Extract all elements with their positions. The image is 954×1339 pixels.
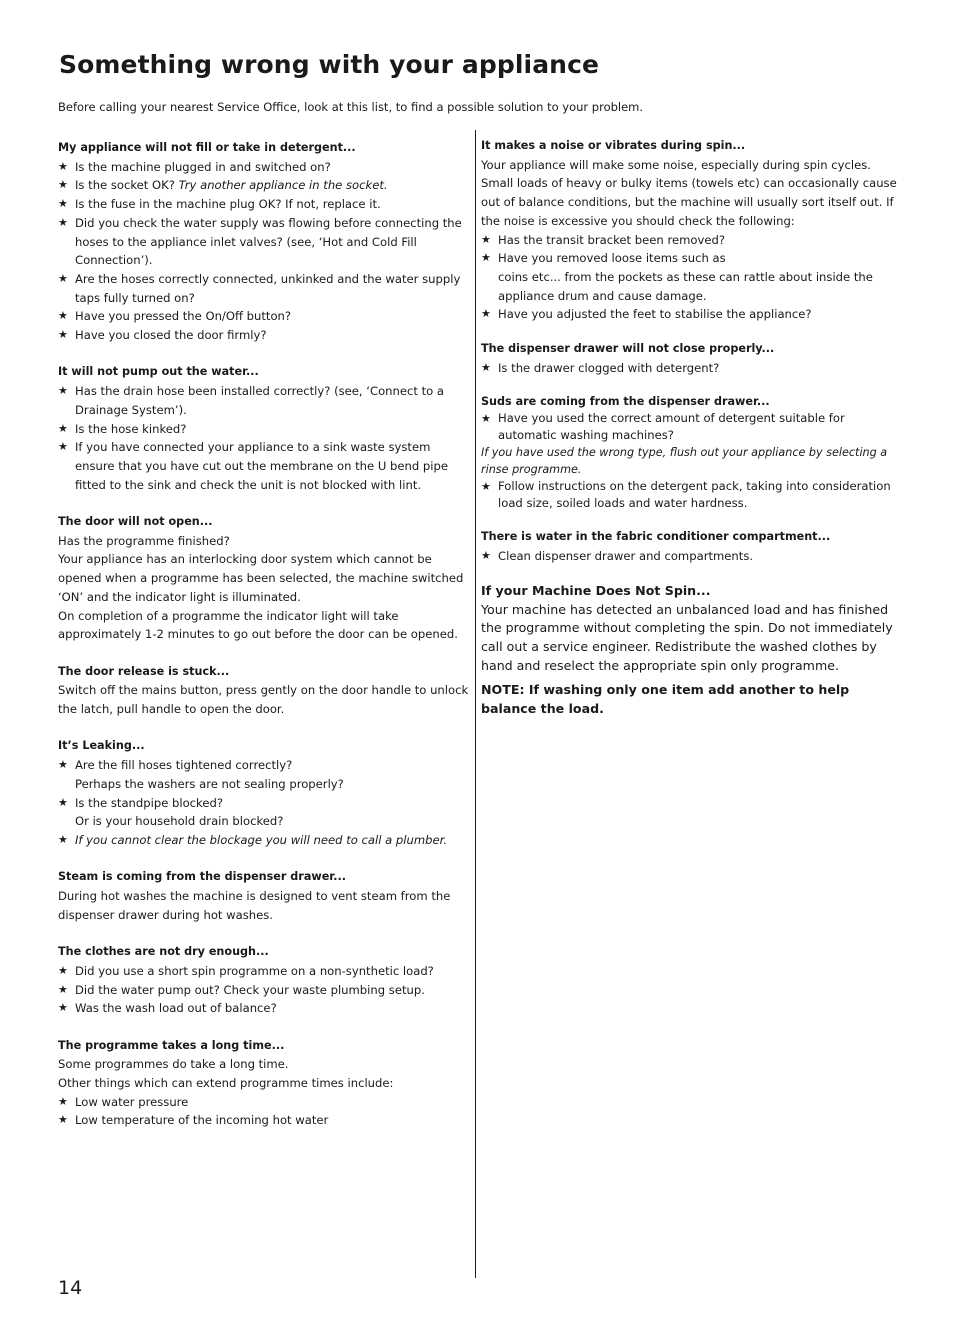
- section-leaking: [58, 737, 470, 849]
- section-fill: [58, 139, 470, 345]
- list-item: ★ Low temperature of the incoming hot water: [58, 1111, 470, 1130]
- list-item: ★ Are the fill hoses tightened correctly? Perhaps the washers are not sealing properly?: [58, 758, 344, 791]
- section-suds: [481, 393, 899, 512]
- italic-hint: Try another appliance in the socket.: [178, 178, 388, 193]
- list-item: ★ Is the standpipe blocked? Or is your household drain blocked?: [58, 795, 284, 829]
- section-long: [58, 1037, 470, 1131]
- bullet-list: [481, 231, 899, 325]
- section-conditioner: [481, 528, 899, 565]
- star-icon: ★: [58, 197, 68, 211]
- list-item: ★ Has the drain hose been installed correctly? (see, ‘Connect to a Drainage System’).: [58, 384, 445, 417]
- star-icon: ★: [481, 412, 491, 426]
- star-icon: ★: [58, 963, 68, 977]
- star-icon: ★: [58, 1113, 68, 1127]
- column-divider: [475, 130, 476, 1278]
- body-text: Your appliance has an interlocking door system which cannot be opened when a programme has been selected, the machine switched ‘ON’ and the indicator light is illuminated.: [58, 552, 464, 604]
- list-item: ★ Did you use a short spin programme on a non-synthetic load?: [58, 962, 470, 981]
- list-item: ★ Did the water pump out? Check your waste plumbing setup.: [58, 981, 470, 1000]
- right-column: [481, 137, 899, 734]
- section-heading: The programme takes a long time...: [58, 1038, 285, 1052]
- section-heading: The dispenser drawer will not close properly...: [481, 342, 775, 356]
- page-title: Something wrong with your appliance: [59, 50, 600, 79]
- page-number: 14: [58, 1277, 83, 1299]
- body-text: Switch off the mains button, press gently on the door handle to unlock the latch, pull handle to open the door.: [58, 683, 469, 717]
- section-noise: [481, 137, 899, 324]
- bullet-list: [481, 359, 899, 378]
- star-icon: ★: [58, 758, 68, 772]
- bullet-list: [58, 756, 470, 850]
- star-icon: ★: [481, 251, 491, 265]
- list-item: ★ Have you pressed the On/Off button?: [58, 307, 470, 326]
- section-dry: [58, 943, 470, 1018]
- section-heading: My appliance will not fill or take in detergent...: [58, 141, 356, 154]
- body-text: During hot washes the machine is designed to vent steam from the dispenser drawer during hot washes.: [58, 889, 451, 922]
- star-icon: ★: [58, 328, 68, 342]
- list-item: ★ Have you used the correct amount of detergent suitable for automatic washing machines?: [481, 411, 845, 443]
- intro-text: Before calling your nearest Service Office, look at this list, to find a possible solution to your problem.: [58, 100, 644, 114]
- list-item: ★ Low water pressure: [58, 1093, 470, 1112]
- list-item: ★ Have you closed the door firmly?: [58, 326, 470, 345]
- section-heading: There is water in the fabric conditioner compartment...: [481, 530, 831, 544]
- list-item: ★ Follow instructions on the detergent pack, taking into consideration load size, soiled loads and water hardness.: [481, 479, 891, 511]
- list-item: ★ Is the hose kinked?: [58, 420, 470, 439]
- section-heading: Steam is coming from the dispenser drawer...: [58, 870, 346, 884]
- list-item: ★ Has the transit bracket been removed?: [481, 231, 899, 250]
- star-icon: ★: [58, 795, 68, 809]
- note-text: NOTE: If washing only one item add another to help balance the load.: [481, 681, 850, 716]
- bullet-list: [481, 547, 899, 566]
- body-text: Your machine has detected an unbalanced load and has finished the programme without completing the spin. Do not immediately call out a service engineer. Redistribute the washed clothes by hand and reselect the appropriate spin only programme.: [481, 601, 893, 674]
- star-icon: ★: [58, 982, 68, 996]
- body-text: Other things which can extend programme times include:: [58, 1076, 394, 1091]
- section-pump: [58, 363, 470, 494]
- list-item: ★ Is the fuse in the machine plug OK? If not, replace it.: [58, 195, 470, 214]
- section-spin: [481, 582, 899, 718]
- section-release: [58, 663, 470, 719]
- list-item: ★ Is the machine plugged in and switched on?: [58, 158, 470, 177]
- bullet-list: [58, 1093, 470, 1130]
- star-icon: ★: [58, 421, 68, 435]
- section-heading: The clothes are not dry enough...: [58, 945, 269, 959]
- section-drawer: [481, 340, 899, 377]
- list-item: ★ Is the socket OK? Try another appliance in the socket.: [58, 176, 470, 195]
- star-icon: ★: [58, 309, 68, 323]
- list-item: ★ Is the drawer clogged with detergent?: [481, 359, 899, 378]
- star-icon: ★: [481, 480, 491, 494]
- star-icon: ★: [481, 549, 491, 563]
- body-text: On completion of a programme the indicator light will take approximately 1-2 minutes to go out before the door can be opened.: [58, 608, 458, 642]
- list-item: ★ Are the hoses correctly connected, unkinked and the water supply taps fully turned on?: [58, 271, 461, 305]
- list-item: ★ Have you adjusted the feet to stabilise the appliance?: [481, 305, 899, 324]
- star-icon: ★: [58, 159, 68, 173]
- section-heading: The door release is stuck...: [58, 664, 230, 678]
- bullet-list: [58, 382, 470, 494]
- section-heading: It’s Leaking...: [58, 739, 145, 753]
- list-item: ★ Have you removed loose items such as coins etc... from the pockets as these can rattle about inside the appliance drum and cause damage.: [481, 251, 873, 303]
- body-text: Your appliance will make some noise, especially during spin cycles. Small loads of heavy or bulky items (towels etc) can occasionally cause out of balance conditions, but the machine will usually sort itself out. If the noise is excessive you should check the following:: [481, 157, 897, 228]
- section-door: [58, 513, 470, 644]
- star-icon: ★: [58, 215, 68, 229]
- list-item: ★ Was the wash load out of balance?: [58, 999, 470, 1018]
- section-heading: The door will not open...: [58, 515, 213, 529]
- bullet-list: [481, 478, 899, 512]
- list-item: ★ If you cannot clear the blockage you will need to call a plumber.: [58, 831, 470, 850]
- star-icon: ★: [58, 384, 68, 398]
- section-heading: It will not pump out the water...: [58, 365, 259, 379]
- star-icon: ★: [58, 1001, 68, 1015]
- section-steam: [58, 868, 470, 924]
- list-item: ★ Did you check the water supply was flowing before connecting the hoses to the appliance inlet valves? (see, ‘Hot and Cold Fill Connection’).: [58, 215, 462, 268]
- star-icon: ★: [481, 232, 491, 246]
- body-text: Has the programme finished?: [58, 533, 230, 548]
- section-heading: If your Machine Does Not Spin...: [481, 582, 711, 598]
- star-icon: ★: [481, 360, 491, 374]
- star-icon: ★: [58, 1094, 68, 1108]
- section-heading: Suds are coming from the dispenser drawer...: [481, 395, 770, 409]
- star-icon: ★: [58, 271, 68, 285]
- star-icon: ★: [58, 440, 68, 454]
- list-item: ★ If you have connected your appliance to a sink waste system ensure that you have cut out the membrane on the U bend pipe fitted to the sink and check the unit is not blocked with lint.: [58, 440, 448, 492]
- bullet-list: [481, 410, 899, 444]
- section-heading: It makes a noise or vibrates during spin...: [481, 139, 746, 152]
- bullet-list: [58, 962, 470, 1018]
- bullet-list: [58, 158, 470, 345]
- star-icon: ★: [481, 307, 491, 321]
- star-icon: ★: [58, 832, 68, 846]
- italic-note: If you have used the wrong type, flush out your appliance by selecting a rinse programme.: [481, 446, 888, 477]
- body-text: Some programmes do take a long time.: [58, 1057, 289, 1072]
- left-column: [58, 139, 470, 1149]
- star-icon: ★: [58, 178, 68, 192]
- list-item: ★ Clean dispenser drawer and compartments.: [481, 547, 899, 566]
